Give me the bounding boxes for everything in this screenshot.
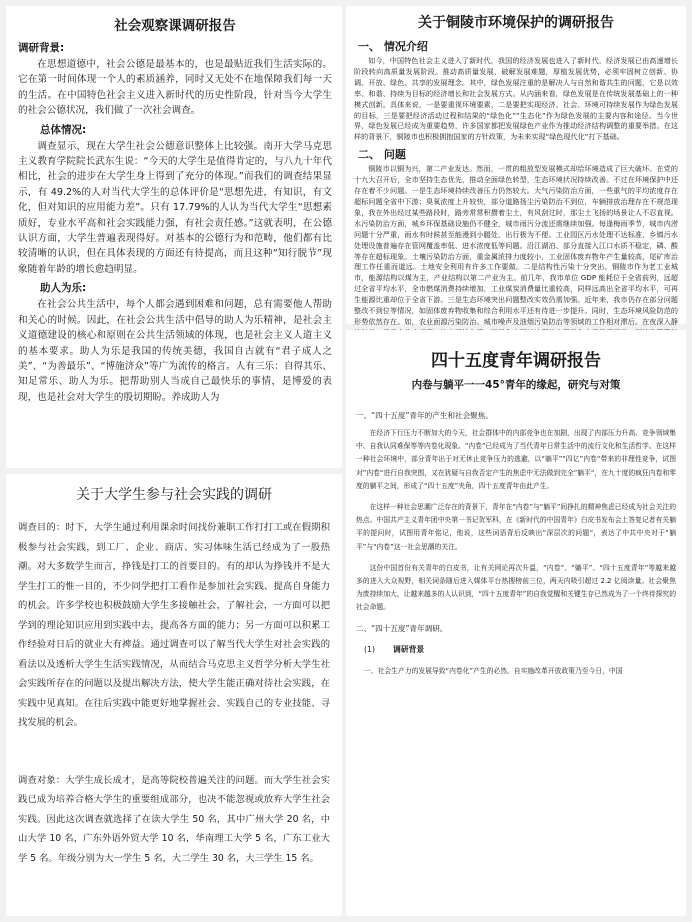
doc4-gap xyxy=(356,554,676,562)
doc4-paragraph-2: 在这样一种社会思潮广泛存在的背景下，青年在“内卷”与“躺平”间挣扎的精神焦虑已经成为社会关注的热点。中国共产主义青年团中央第一书记贺军科，在《新时代的中国青年》白皮书发布会上答复记者有关躺平的提问时，试图用青年铭记，他说，这些词语背后反映出“深层次的问题”，表达了中共中央对于“躺平”与“内卷”这一社会思潮的关注。 xyxy=(356,503,676,551)
doc1-title: 社会观察课调研报告 xyxy=(114,18,236,34)
doc1-overall-text: 调查显示，现在大学生社会公德意识整体上比较强。南开大学马克思主义教育学院院长武东生说：“今天的大学生是值得肯定的，与八九十年代相比，社会的进步在大学生身上得到了充分的体现。”而我们的调查结果显示，有 49.2%的人对当代大学生的总体评价是“思想先进，有知识，有文化，但对知识的应用能力差”。只有 17.79%的人认为当代大学生“思想素质好，专业水平高和社会实践能力强，有社会责任感。”这就表明，在公德认识方面，大学生普遍表现得好。对基本的公德行为和范畴，他们都有比较清晰的认识，但在具体表现的方面还有待提高，而且这种“知行脱节”现象随着年龄的增长愈趋明显。 xyxy=(18,140,332,275)
doc3-gap xyxy=(18,733,330,771)
doc4-section-2: 二、“四十五度”青年调研。 xyxy=(356,623,448,633)
doc4-title: 四十五度青年调研报告 xyxy=(431,351,601,371)
doc4-subsection-number: (1) xyxy=(364,644,376,654)
doc1-heading-overall: 总体情况: xyxy=(40,123,87,136)
doc2-section-intro: 一、 情况介绍 xyxy=(358,40,428,53)
doc2-problems-text: 铜陵市以铜为兴，第二产业发达。然而，一贯的粗放型发展模式却给环境造成了巨大破坏。在党的十九大召开后，全市坚持生态优先，推动全面绿色转型，生态环境状况持续改善。不过在环境保护中还存在着不少问题。一是生态环境持续改善压力仍然较大。大气污染防治方面，一些重气的平均浓度存在超标问题全省中下游；臭氧浓度上升较快，部分道路扬尘污染防治不到位，车辆排放治理存在不规范现象，我在外出经过某些路段时，路旁常常积攒着尘土，有风刮过时，那尘土飞扬的场景让人不忍直视。水污染防治方面，城乡环保基础设施仍不健全，城市雨污分流还需继续加强。每逢梅雨季节，城市内涝问题十分严重，雨水有时候甚至能漫到小腿处，出行极为不便。工业园区污水处理不达标准，乡镇污水处理设施普遍存在管网覆盖率低、进水浓度低等问题。沿江湖泊、部分直接入江口水质不稳定，磷、酸等存在超标现象。土壤污染防治方面，重金属浓排力度较小，工业固体废弃物年产生量较高，尾矿库治理工作任重而道远。土地安全利用有许多工作要做。二是结构性污染十分突出。铜陵市作为老工业城市，能源结构以煤为主，产业结构以第二产业为主。前几年，我市单位 GDP 能耗位于全省前列，远超过全省平均水平，全市燃煤消费持续增加，工业煤炭消费量比重较高，同样远高出全省平均水平，可再生能源比重却位于全省下游。三是生态环境突出问题整改实效仍需加强。近年来，我市仍存在部分问题整改不到位等情况，如固体废弃物收集和综合利用水平还有待进一步提升。同时，生态环境风险防范的形势依然存在。如，农业面源污染防治、城市噪声及油烟污染防治等领域的工作相对滞后。在夜深入静 xyxy=(354,164,678,326)
doc3-title: 关于大学生参与社会实践的调研 xyxy=(76,487,272,503)
doc2-section-problems: 二、 问题 xyxy=(358,148,406,162)
doc4-section-1: 一、“四十五度”青年的产生和社会聚焦。 xyxy=(356,411,493,420)
doc2-title: 关于铜陵市环境保护的调研报告 xyxy=(418,15,614,31)
doc4-subsection-title: 调研背景 xyxy=(393,644,425,654)
doc1-help-text: 在社会公共生活中，每个人都会遇到困难和问题，总有需要他人帮助和关心的时候。因此，在社会公共生活中倡导的助人为乐精神，是社会主义道德建设的核心和原则在公共生活领域的体现，也是社会主义人道主义的基本要求。助人为乐是我国的传统美德，我国自古就有“君子成人之美”、“为善最乐”、“博施济众”等广为流传的格言。人有三乐：自得其乐、知足常乐、助人为乐。把帮助别人当成自己最快乐的事情，是博爱的表现，也是社会对大学生的殷切期盼。养成助人为 xyxy=(18,299,332,403)
doc3-subjects-text: 调查对象：大学生成长成才，是高等院校普遍关注的问题。而大学生社会实践已成为培养合格大学生的重要组成部分，也决不能忽视或放弃大学生社会实践。因此这次调查就选择了在读大学生 50 名，其中广州大学 20 名，中山大学 10 名，广东外语外贸大学 10 名，华南理工大学 5 名，广东工业大学 5 名。年级分别为大一学生 5 名，大二学生 30 名，大三学生 15 名。 xyxy=(18,774,330,864)
doc4-paragraph-1: 在经济下行压力不断加大的今天，社会群体中的内部竞争也在加剧，出现了内部压力升高、竞争领域集中、自我认同难保等等内卷化现象。“内卷”已经成为了当代青年日常生活中的流行文化和生活哲学。在这样一种社会环境中，部分青年出于对无休止竞争压力的逃避，以“躺平”“四亿”内卷“带来的非理性竞争，试图对”内卷“进行自我突围，又在犹疑与自我否定产生的焦虑中无法做到完全”躺平“，在九十度的疯狂内卷和零度的躺平之间，形成了“四十五度”夹角，四十五度青年由此产生。 xyxy=(356,429,676,490)
document-social-practice xyxy=(6,474,342,916)
document-social-observation xyxy=(6,6,342,468)
doc4-gap xyxy=(356,615,676,623)
document-45-degree-youth xyxy=(346,330,686,916)
doc2-intro-text: 如今，中国特色社会主义进入了新时代，我国的经济发展也进入了新时代，经济发展已由高速增长阶段转向高质量发展阶段。推动高质量发展，破解发展难题，厚植发展优势，必须牢固树立创新、协调、开放、绿色、共享的发展理念。其中，绿色发展注重的是解决人与自然和谐共生的问题，它是以效率、和谐、持续为目标的经济增长和社会发展方式。从内涵来看，绿色发展是在传统发展基础上的一种模式创新。具体来说，一是要重视环境要素，二是要把实现经济、社会、环境可持续发展作为绿色发展的目标，三是要把经济活动过程和结果的“绿色化”“生态化”作为绿色发展的主要内容和途径。当今世界，绿色发展已经成为重要趋势，许多国家都把发展绿色产业作为推动经济结构调整的重要举措。在这样的背景下，铜陵市也积极拥抱国家的方针政策，为未来实现“绿色现代化”打下基础。 xyxy=(354,56,678,142)
doc4-gap xyxy=(356,493,676,501)
doc4-paragraph-3: 这份中国首份有关青年的白皮书，让有关网论再次升温，“内卷”、“躺平”、“四十五度青年”等越来越多的进入大众视野，相关词条随后进入媒体平台热搜榜前三位，两天内吸引超过 2.2 亿阅读量。社会聚焦为废持续加大，让越来越多的人认识到，“四十五度青年”的自我觉醒和关键生存已然成为了一个终待探究的社会命题。 xyxy=(356,563,676,612)
doc1-background-text: 在思想道德中，社会公德是最基本的，也是最贴近我们生活实际的。它在第一时间体现一个人的素质涵养，同时又无处不在地保障我们每一天的生活。在中国特色社会主义进入新时代的历史性阶段，针对当今大学生的社会公德状况，我们做了一次社会调查。 xyxy=(18,59,332,117)
doc3-purpose-text: 调查目的：时下，大学生通过利用课余时间找份兼职工作打打工或在假期积极参与社会实践，到工厂、企业、商店、实习体味生活已经成为了一股热潮。对大多数学生而言，挣钱是打工的首要目的。有的却认为挣钱并不是大学生打工的惟一目的，不少同学把打工看作是参加社会实践、提高自身能力的机会。许多学校也积极鼓励大学生多接触社会，了解社会，一方面可以把学到的理论知识应用到实践中去，提高各方面的能力；另一方面可以积累工作经验对日后的就业大有裨益。通过调查可以了解当代大学生对社会实践的看法以及透析大学生生活实践情况，从而结合马克思主义哲学分析大学生社会实践所存在的问题以及提出解决方法，使大学生能正确对待社会实践，在实践中见真知。在往后实践中能更好地掌握社会、实践自己的专业技能、寻找发展的机会。 xyxy=(18,522,330,728)
doc4-tail-text: 一、社会生产力的发展导致“内卷化”产生的必然。自实施改革开放政策乃至今日，中国 xyxy=(364,666,623,675)
doc4-subsection xyxy=(364,644,676,655)
doc1-heading-help: 助人为乐: xyxy=(40,282,87,295)
doc4-subtitle: 内卷与躺平一一45°青年的缘起，研究与对策 xyxy=(411,379,621,391)
doc1-heading-background: 调研背景: xyxy=(18,42,65,54)
document-tongling-environment xyxy=(346,6,686,324)
